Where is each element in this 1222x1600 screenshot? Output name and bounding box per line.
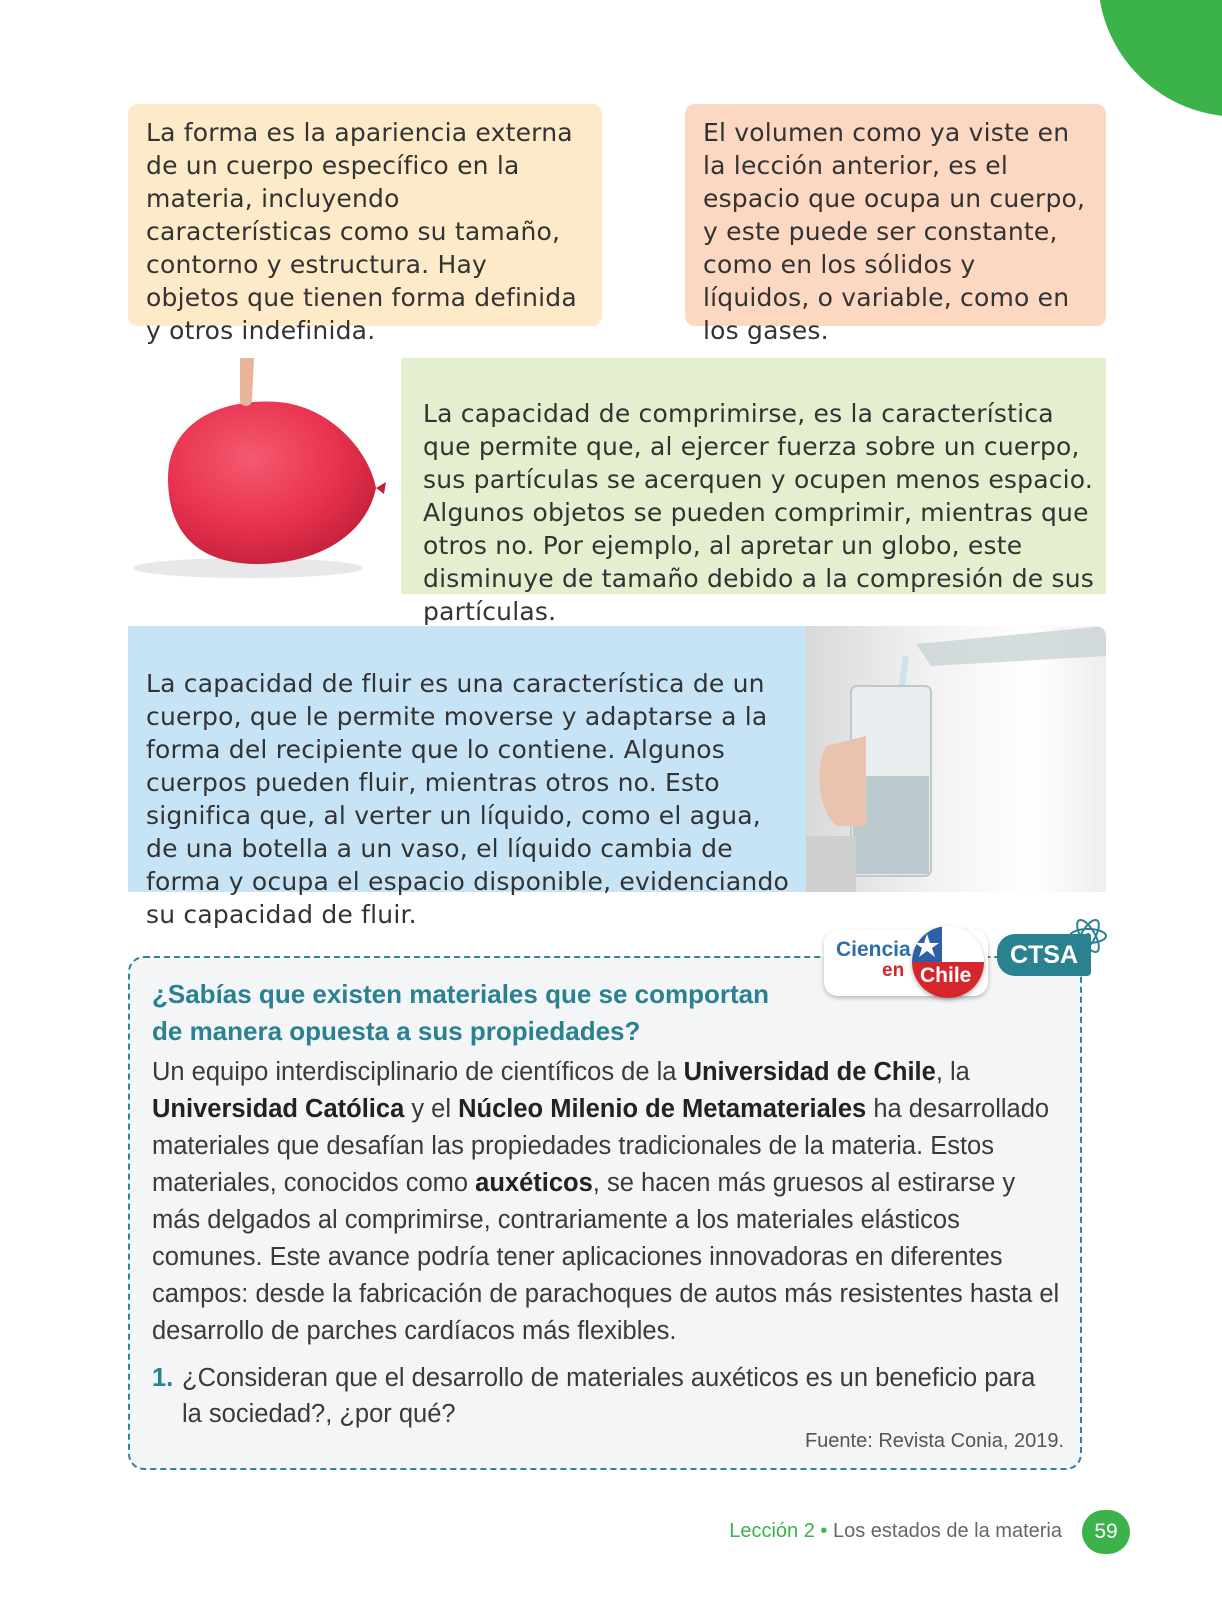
ctsa-box [128, 956, 1082, 1470]
question-item [152, 1360, 1062, 1432]
fluir-section [128, 626, 1106, 929]
en-label: en [882, 960, 905, 981]
footer-topic: Los estados de la materia [832, 1520, 1062, 1542]
forma-text: La forma es la apariencia externa de un cuerpo específico en la materia, incluyendo características como su tamaño, contorno y estructura. Hay objetos que tienen forma definida y otros indefinida. [146, 118, 577, 345]
corner-decoration [1080, 0, 1222, 122]
chile-label: Chile [920, 964, 972, 987]
body-text: , la [935, 1058, 970, 1086]
comprimir-section [128, 358, 1106, 626]
question-number: 1. [152, 1364, 174, 1392]
volumen-text: El volumen como ya viste en la lección anterior, es el espacio que ocupa un cuerpo, y este puede ser constante, como en los sólidos y líquidos, o variable, como en los gases. [703, 118, 1086, 345]
fluir-text: La capacidad de fluir es una característica de un cuerpo, que le permite moverse y adaptarse a la forma del recipiente que lo contiene. Algunos cuerpos pueden fluir, mientras otros no. Esto significa que, al verter un líquido, como el agua, de una botella a un vaso, el líquido cambia de forma y ocupa el espacio disponible, evidenciando su capacidad de fluir. [146, 669, 790, 929]
body-bold: Universidad de Chile [683, 1058, 936, 1086]
footer-lesson: Lección 2 [729, 1520, 815, 1542]
question-text: ¿Consideran que el desarrollo de materiales auxéticos es un beneficio para la sociedad?, ¿por qué? [182, 1364, 1036, 1428]
footer-separator: • [820, 1520, 828, 1542]
fluir-box [128, 626, 806, 929]
source-citation: Fuente: Revista Conia, 2019. [804, 1430, 1064, 1452]
ciencia-label: Ciencia [836, 938, 911, 961]
body-text: , se hacen más gruesos al estirarse y más delgados al comprimirse, contrariamente a los materiales elásticos comunes. Este avance podría tener aplicaciones innovadoras en diferentes campos: desde la fabricación de parachoques de autos más resistentes hasta el desarrollo de parches cardíacos más flexibles. [152, 1169, 1060, 1345]
body-text: y el [404, 1095, 459, 1123]
page-number: 59 [1082, 1510, 1130, 1554]
body-text: Un equipo interdisciplinario de científicos de la [152, 1058, 684, 1086]
comprimir-text: La capacidad de comprimirse, es la característica que permite que, al ejercer fuerza sobre un cuerpo, sus partículas se acerquen y ocupen menos espacio. Algunos objetos se pueden comprimir, mientras que otros no. Por ejemplo, al apretar un globo, este disminuye de tamaño debido a la compresión de sus partículas. [423, 399, 1095, 626]
body-bold: auxéticos [475, 1169, 593, 1197]
forma-box [128, 104, 602, 345]
footer [729, 1520, 1062, 1543]
body-bold: Núcleo Milenio de Metamateriales [458, 1095, 867, 1123]
ctsa-body [152, 1054, 1062, 1350]
body-bold: Universidad Católica [152, 1095, 405, 1123]
ciencia-en-chile-badge [824, 930, 988, 996]
atom-icon [1066, 914, 1110, 958]
comprimir-box [401, 358, 1106, 626]
volumen-box [685, 104, 1106, 345]
ctsa-title: ¿Sabías que existen materiales que se comportan de manera opuesta a sus propiedades? [152, 979, 770, 1046]
balloon-image [128, 358, 401, 594]
ctsa-badge: CTSA [997, 934, 1091, 976]
water-glass-image [806, 626, 1106, 892]
body-text: ha desarrollado materiales que desafían las propiedades tradicionales de la materia. Estos materiales, conocidos como [152, 1095, 1050, 1197]
chile-flag-icon [912, 926, 984, 998]
